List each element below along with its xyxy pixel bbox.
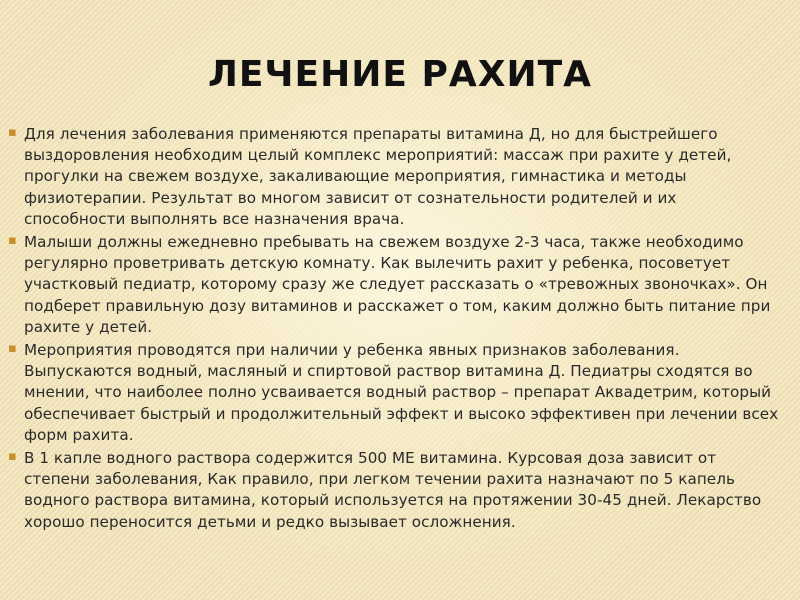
slide-title: ЛЕЧЕНИЕ РАХИТА — [207, 54, 593, 95]
bullet-icon: ▪ — [8, 233, 17, 249]
paragraph-text: Малыши должны ежедневно пребывать на свежем воздухе 2-3 часа, также необходимо регулярно проветривать детскую комнату. Как вылечить рахит у ребенка, посоветует участковый педиатр, которому сразу же следует рассказать о «тревожных звоночках». Он подберет правильную дозу витаминов и расскажет о том, каким должно быть питание при рахите у детей. — [24, 233, 771, 336]
list-item — [8, 340, 780, 446]
list-item — [8, 448, 780, 533]
list-item — [8, 124, 780, 230]
list-item — [8, 232, 780, 338]
paragraph-text: Для лечения заболевания применяются препараты витамина Д, но для быстрейшего выздоровления необходим целый комплекс мероприятий: массаж при рахите у детей, прогулки на свежем воздухе, закаливающие мероприятия, гимнастика и методы физиотерапии. Результат во многом зависит от сознательности родителей и их способности выполнять все назначения врача. — [24, 125, 732, 228]
bullet-icon: ▪ — [8, 125, 17, 140]
bullet-list — [8, 124, 780, 535]
bullet-icon: ▪ — [8, 341, 17, 357]
paragraph-text: Мероприятия проводятся при наличии у ребенка явных признаков заболевания. Выпускаются водный, масляный и спиртовой раствор витамина Д. Педиатры сходятся во мнении, что наиболее полно усваивается водный раствор – препарат Аквадетрим, который обеспечивает быстрый и продолжительный эффект и высоко эффективен при лечении всех форм рахита. — [24, 341, 779, 444]
paragraph-text: В 1 капле водного раствора содержится 500 МЕ витамина. Курсовая доза зависит от степени заболевания, Как правило, при легком течении рахита назначают по 5 капель водного раствора витамина, который используется на протяжении 30-45 дней. Лекарство хорошо переносится детьми и редко вызывает осложнения. — [24, 449, 762, 531]
bullet-icon: ▪ — [8, 449, 17, 465]
